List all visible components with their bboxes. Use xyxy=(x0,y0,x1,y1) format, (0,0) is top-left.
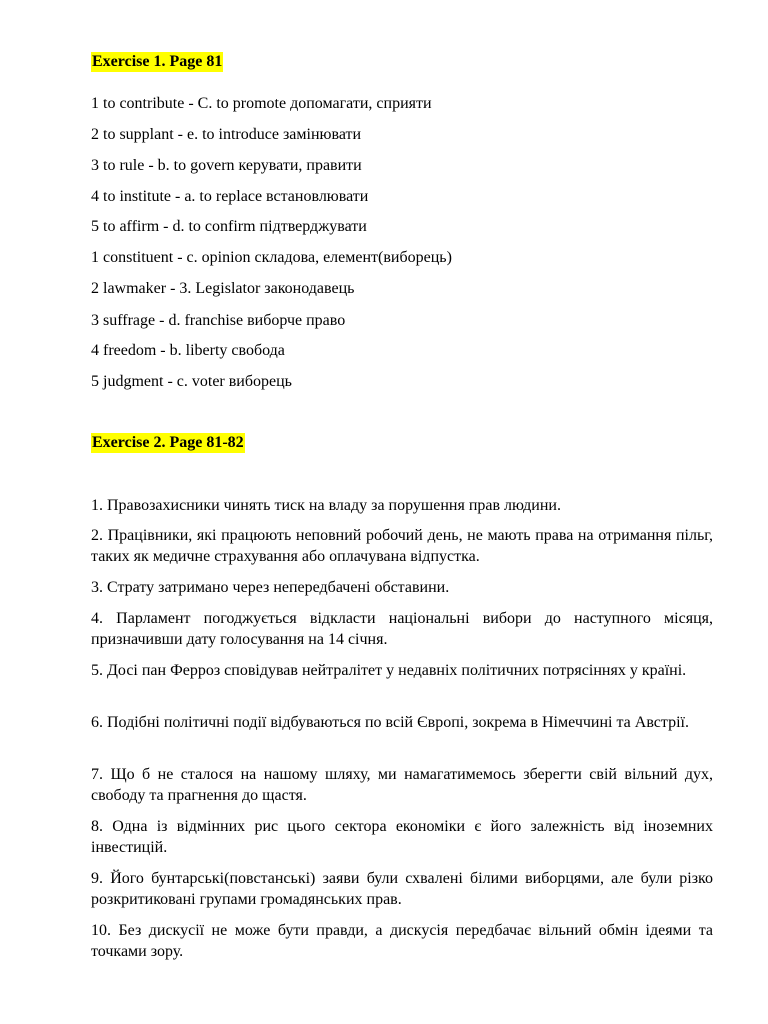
vocab-line: 4 to institute - a. to replace встановлювати xyxy=(91,188,369,205)
vocab-line: 2 lawmaker - 3. Legislator законодавець xyxy=(91,280,355,297)
translation-sentence: 8. Одна із відмінних рис цього сектора економіки є його залежність від іноземних інвестицій. xyxy=(91,818,713,856)
translation-sentence: 3. Страту затримано через непередбачені обставини. xyxy=(91,579,450,596)
translation-sentence: 7. Що б не сталося на нашому шляху, ми намагатимемось зберегти свій вільний дух, свободу та прагнення до щастя. xyxy=(91,766,713,804)
vocab-line: 5 judgment - c. voter виборець xyxy=(91,373,292,390)
translation-sentence: 5. Досі пан Ферроз сповідував нейтралітет у недавніх політичних потрясіннях у країні. xyxy=(91,662,687,679)
vocab-line: 1 constituent - c. opinion складова, елемент(виборець) xyxy=(91,249,452,266)
vocab-line: 5 to affirm - d. to confirm підтверджувати xyxy=(91,218,367,235)
translation-sentence: 10. Без дискусії не може бути правди, а дискусія передбачає вільний обмін ідеями та точками зору. xyxy=(91,922,713,960)
translation-sentence: 6. Подібні політичні події відбуваються по всій Європі, зокрема в Німеччині та Австрії. xyxy=(91,714,689,731)
vocab-line: 3 suffrage - d. franchise виборче право xyxy=(91,312,346,329)
translation-sentence: 2. Працівники, які працюють неповний робочий день, не мають права на отримання пільг, таких як медичне страхування або оплачувана відпустка. xyxy=(91,527,713,565)
exercise-2-heading: Exercise 2. Page 81-82 xyxy=(92,434,244,451)
vocab-line: 2 to supplant - e. to introduce замінювати xyxy=(91,126,362,143)
vocab-line: 1 to contribute - C. to promote допомагати, сприяти xyxy=(91,95,432,112)
translation-sentence: 4. Парламент погоджується відкласти національні вибори до наступного місяця, призначивши дату голосування на 14 січня. xyxy=(91,610,713,648)
vocab-line: 3 to rule - b. to govern керувати, правити xyxy=(91,157,362,174)
exercise-1-heading: Exercise 1. Page 81 xyxy=(92,53,223,70)
translation-sentence: 9. Його бунтарські(повстанські) заяви були схвалені білими виборцями, але були різко розкритиковані групами громадянських прав. xyxy=(91,870,713,908)
vocab-line: 4 freedom - b. liberty свобода xyxy=(91,342,285,359)
translation-sentence: 1. Правозахисники чинять тиск на владу за порушення прав людини. xyxy=(91,497,561,514)
